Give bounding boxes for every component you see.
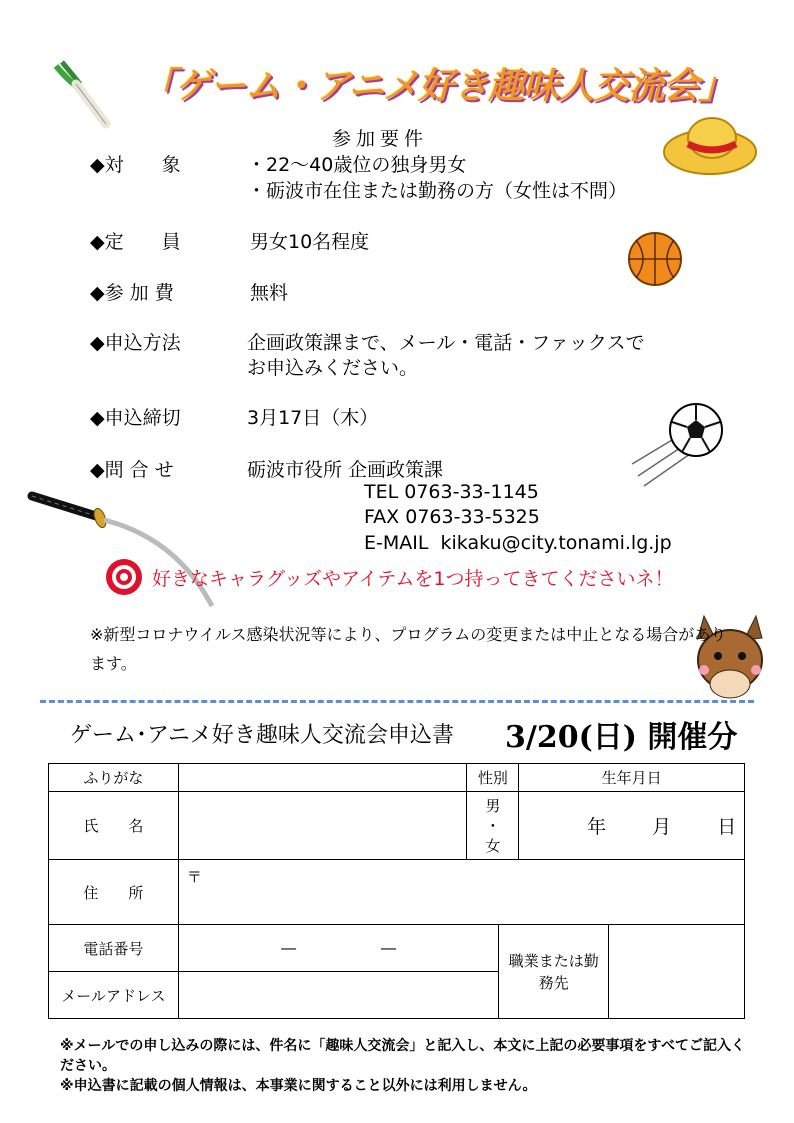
straw-hat-icon — [662, 108, 758, 178]
furigana-label: ふりがな — [49, 764, 179, 792]
form-title: ゲーム･アニメ好き趣味人交流会申込書 — [70, 723, 454, 748]
form-event-date: 3/20(日) 開催分 — [505, 720, 738, 755]
name-input[interactable] — [178, 792, 467, 860]
address-label: 住 所 — [49, 860, 179, 925]
gender-dot: ・ — [485, 816, 501, 835]
contact-email: E-MAIL kikaku@city.tonami.lg.jp — [364, 532, 672, 554]
furigana-input[interactable] — [178, 764, 467, 792]
green-onion-icon — [48, 60, 112, 130]
method-line2: お申込みください。 — [247, 357, 419, 379]
contact-org: 砺波市役所 企画政策課 — [247, 459, 444, 481]
section-heading: 参加要件 — [332, 128, 429, 150]
soccer-ball-icon — [630, 400, 724, 488]
cut-line — [40, 700, 754, 703]
contact-label: ◆問 合 せ — [90, 459, 174, 481]
page-title: 「ゲーム・アニメ好き趣味人交流会」 — [140, 66, 734, 107]
application-form — [48, 763, 745, 1019]
target-line2: ・砺波市在住または勤務の方（女性は不問） — [247, 180, 628, 202]
contact-tel: TEL 0763-33-1145 — [364, 481, 539, 503]
birth-year-unit: 年 — [587, 816, 607, 838]
contact-fax: FAX 0763-33-5325 — [364, 506, 540, 528]
method-line1: 企画政策課まで、メール・電話・ファックスで — [247, 332, 645, 354]
capacity-label: ◆定 員 — [90, 231, 181, 253]
birth-month-unit: 月 — [652, 816, 672, 838]
birth-day-unit: 日 — [717, 816, 737, 838]
phone-label: 電話番号 — [49, 925, 179, 972]
phone-dash-2: ― — [380, 939, 396, 957]
gender-header: 性別 — [467, 764, 519, 792]
covid-notice: ※新型コロナウイルス感染状況等により、プログラムの変更または中止となる場合があります。 — [90, 625, 727, 673]
phone-dash-1: ― — [281, 939, 297, 957]
fee-label: ◆参 加 費 — [90, 282, 174, 304]
fee-value: 無料 — [250, 282, 289, 304]
footnote-privacy: ※申込書に記載の個人情報は、本事業に関すること以外には利用しません。 — [60, 1078, 537, 1094]
target-line1: ・22～40歳位の独身男女 — [247, 154, 467, 176]
postal-mark: 〒 — [186, 868, 202, 886]
footnote-email: ※メールでの申し込みの際には、件名に「趣味人交流会」と記入し、本文に上記の必要事項をすべてご記入ください。 — [60, 1038, 746, 1074]
deadline-value: 3月17日（木） — [247, 407, 379, 429]
occupation-label: 職業または勤務先 — [499, 925, 609, 1019]
email-label: メールアドレス — [49, 972, 179, 1019]
capacity-value: 男女10名程度 — [250, 231, 370, 253]
deadline-label: ◆申込締切 — [90, 407, 181, 429]
phone-input[interactable] — [178, 925, 499, 972]
bring-item-notice: 好きなキャラグッズやアイテムを1つ持ってきてくださいネ！ — [152, 568, 674, 590]
birthdate-header: 生年月日 — [519, 764, 745, 792]
basketball-icon — [626, 230, 684, 288]
flower-icon — [102, 557, 146, 597]
name-label: 氏 名 — [49, 792, 179, 860]
gender-male[interactable]: 男 — [485, 796, 501, 815]
method-label: ◆申込方法 — [90, 332, 181, 354]
email-input[interactable] — [178, 972, 499, 1019]
target-label: ◆対 象 — [90, 154, 181, 176]
gender-female[interactable]: 女 — [485, 836, 501, 855]
occupation-input[interactable] — [609, 925, 745, 1019]
birthdate-input[interactable] — [519, 792, 745, 860]
gender-field[interactable] — [467, 792, 519, 860]
address-input[interactable] — [178, 860, 744, 925]
